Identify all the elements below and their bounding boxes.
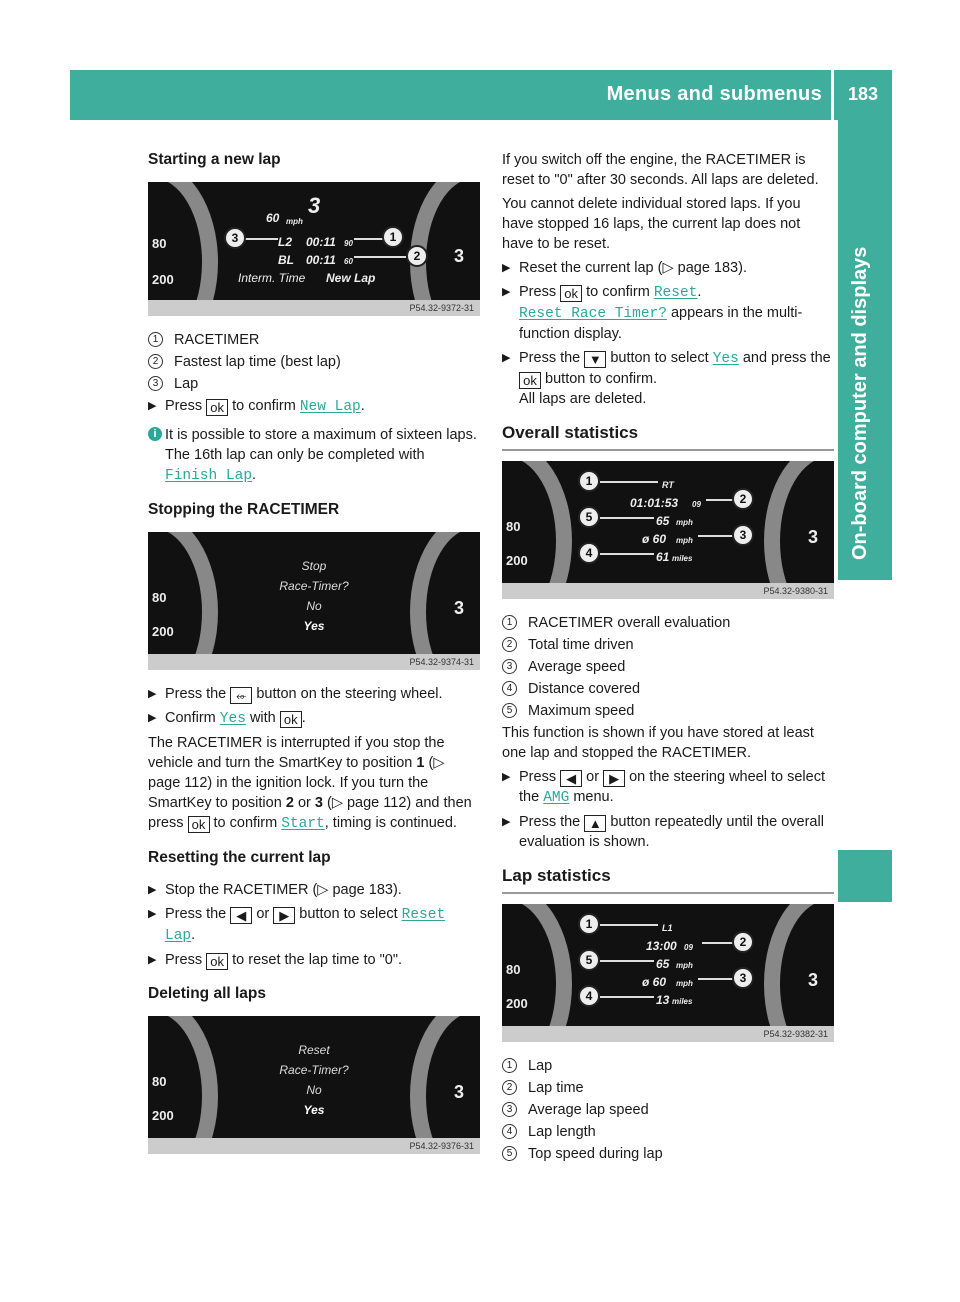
list-item: 1 RACETIMER [148,330,480,350]
callout-2: 2 [732,488,754,510]
list-item: 1 RACETIMER overall evaluation [502,613,834,633]
section-heading-starting: Starting a new lap [148,151,281,168]
figure-new-lap: 80 200 3 60 mph 3 L2 00:11 90 BL 00:11 60 Interm. Time New Lap 3 1 2 P54.32-9372-31 [148,182,480,316]
list-item: 2 Total time driven [502,635,834,655]
info-note: i It is possible to store a maximum of sixteen laps. The 16th lap can only be completed with Finish Lap. [148,425,480,486]
callout-4: 4 [578,985,600,1007]
header-title: Menus and submenus [606,83,822,105]
side-tab-square [838,850,892,902]
list-item: 3 Average lap speed [502,1100,834,1120]
step: ▶ Press the ▼ button to select Yes and press the ok button to confirm. All laps are deleted. [502,348,834,409]
step: ▶ Press ok to confirm Reset. Reset Race Timer? appears in the multi-function display. [502,282,834,344]
paragraph: The RACETIMER is interrupted if you stop the vehicle and turn the SmartKey to position 1 (▷ page 112) in the ignition lock. If you turn the SmartKey to position 2 or 3 (▷ page 112) and then press ok to confirm Start, timing is continued. [148,735,472,832]
right-column [502,150,834,1166]
list-item: 2 Lap time [502,1078,834,1098]
callout-2: 2 [406,245,428,267]
list-item: 1 Lap [502,1056,834,1076]
list-item: 5 Top speed during lap [502,1144,834,1164]
callout-5: 5 [578,949,600,971]
section-heading-resetting: Resetting the current lap [148,849,331,866]
section-heading-stopping: Stopping the RACETIMER [148,501,340,518]
right-key-icon: ▶ [273,907,295,924]
list-item: 4 Lap length [502,1122,834,1142]
step: ▶ Confirm Yes with ok . [148,708,480,729]
page-number: 183 [847,84,878,104]
right-key-icon: ▶ [603,770,625,787]
section-heading-overall: Overall statistics [502,423,834,451]
left-column [148,150,480,1168]
figure-overall-statistics: 80 200 3 RT 01:01:53 09 65 mph ø 60 mph 61 miles 1 5 4 2 3 P54.32-9380-31 [502,461,834,599]
up-key-icon: ▲ [584,815,606,832]
list-item: 4 Distance covered [502,679,834,699]
paragraph: You cannot delete individual stored laps. If you have stopped 16 laps, the current lap does not have to be reset. [502,196,801,252]
list-item: 3 Lap [148,374,480,394]
callout-2: 2 [732,931,754,953]
header-separator [831,70,834,120]
callout-3: 3 [732,967,754,989]
figure-reset-racetimer: 80 200 3 Reset Race-Timer? No Yes P54.32-9376-31 [148,1016,480,1154]
section-heading-lap: Lap statistics [502,866,834,894]
section-heading-deleting: Deleting all laps [148,985,267,1002]
side-tab-label: On-board computer and displays [849,246,871,560]
info-icon: i [148,427,162,441]
paragraph: If you switch off the engine, the RACETIMER is reset to "0" after 30 seconds. All laps are deleted. [502,152,819,188]
figure-stop-racetimer: 80 200 3 Stop Race-Timer? No Yes P54.32-9374-31 [148,532,480,670]
step: ▶ Press ok to confirm New Lap. [148,396,480,417]
step: ▶ Press ◀ or ▶ on the steering wheel to select the AMG menu. [502,767,834,808]
figure-code: P54.32-9372-31 [148,300,480,316]
step: ▶ Stop the RACETIMER (▷ page 183). [148,880,480,900]
step: ▶ Press ok to reset the lap time to "0". [148,950,480,970]
callout-4: 4 [578,542,600,564]
down-key-icon: ▼ [584,351,606,368]
callout-1: 1 [382,226,404,248]
callout-5: 5 [578,506,600,528]
list-item: 3 Average speed [502,657,834,677]
callout-1: 1 [578,470,600,492]
figure-lap-statistics: 80 200 3 L1 13:00 09 65 mph ø 60 mph 13 miles 1 5 4 2 3 P54.32-9382-31 [502,904,834,1042]
list-item: 5 Maximum speed [502,701,834,721]
step: ▶ Press the ◀ or ▶ button to select Reset Lap. [148,904,480,946]
header-bar [70,70,892,120]
step: ▶ Press the ⬰ button on the steering wheel. [148,684,480,704]
paragraph: This function is shown if you have stored at least one lap and stopped the RACETIMER. [502,725,814,761]
callout-3: 3 [732,524,754,546]
step: ▶ Press the ▲ button repeatedly until the overall evaluation is shown. [502,812,834,852]
step: ▶ Reset the current lap (▷ page 183). [502,258,834,278]
callout-1: 1 [578,913,600,935]
back-key-icon: ⬰ [230,687,252,704]
list-item: 2 Fastest lap time (best lap) [148,352,480,372]
left-key-icon: ◀ [230,907,252,924]
left-key-icon: ◀ [560,770,582,787]
callout-3: 3 [224,227,246,249]
